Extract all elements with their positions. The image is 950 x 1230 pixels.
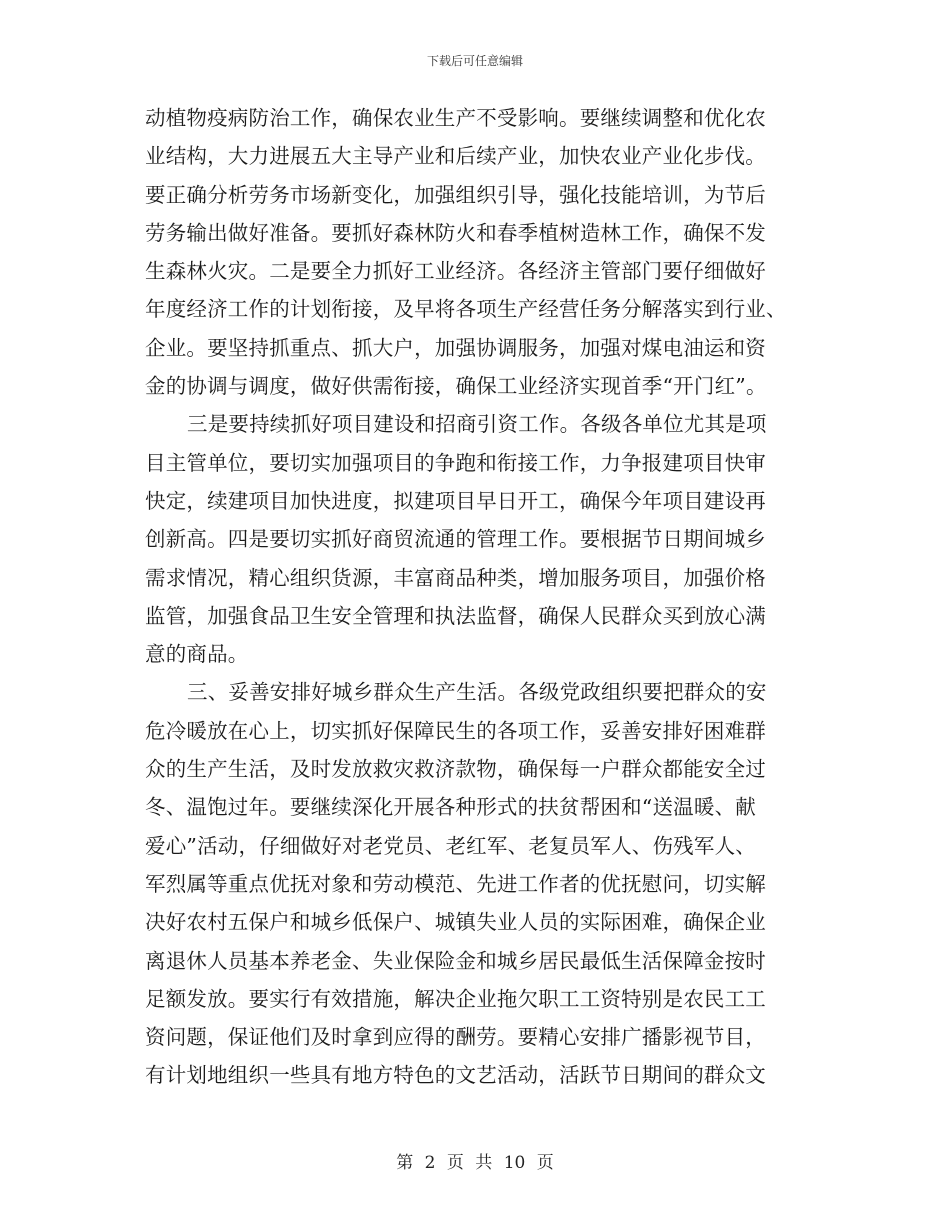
text-line: 众的生产生活，及时发放救灾救济款物，确保每一户群众都能安全过 <box>145 757 766 782</box>
page-number-footer: 第 2 页 共 10 页 <box>396 1153 554 1173</box>
text-line: 有计划地组织一些具有地方特色的文艺活动，活跃节日期间的群众文 <box>145 1063 766 1088</box>
text-line: 军烈属等重点优抚对象和劳动模范、先进工作者的优抚慰问，切实解 <box>145 871 766 896</box>
text-line: 足额发放。要实行有效措施，解决企业拖欠职工工资特别是农民工工 <box>145 986 766 1011</box>
text-line: 离退休人员基本养老金、失业保险金和城乡居民最低生活保障金按时 <box>145 948 766 973</box>
text-line: 监管，加强食品卫生安全管理和执法监督，确保人民群众买到放心满 <box>145 603 766 628</box>
text-line: 业结构，大力进展五大主导产业和后续产业，加快农业产业化步伐。 <box>145 144 766 169</box>
text-line: 危冷暖放在心上，切实抓好保障民生的各项工作，妥善安排好困难群 <box>145 718 766 743</box>
text-line: 快定，续建项目加快进度，拟建项目早日开工，确保今年项目建设再 <box>145 488 766 513</box>
text-line: 爱心”活动，仔细做好对老党员、老红军、老复员军人、伤残军人、 <box>145 833 756 858</box>
text-line: 资问题，保证他们及时拿到应得的酬劳。要精心安排广播影视节目， <box>145 1025 766 1050</box>
text-line: 企业。要坚持抓重点、抓大户，加强协调服务，加强对煤电油运和资 <box>145 335 766 360</box>
text-line: 意的商品。 <box>145 642 249 667</box>
text-line: 动植物疫病防治工作，确保农业生产不受影响。要继续调整和优化农 <box>145 106 766 130</box>
document-body <box>145 99 800 1095</box>
text-line: 金的协调与调度，做好供需衔接，确保工业经济实现首季“开门红”。 <box>145 374 767 399</box>
text-line: 需求情况，精心组织货源，丰富商品种类，增加服务项目，加强价格 <box>145 565 766 590</box>
text-line: 目主管单位，要切实加强项目的争跑和衔接工作，力争报建项目快审 <box>145 450 766 475</box>
text-line: 决好农村五保户和城乡低保户、城镇失业人员的实际困难，确保企业 <box>145 910 766 935</box>
paragraph-start-line: 三是要持续抓好项目建设和招商引资工作。各级各单位尤其是项 <box>187 412 767 437</box>
text-line: 要正确分析劳务市场新变化，加强组织引导，强化技能培训，为节后 <box>145 182 766 207</box>
page-header: 下载后可任意编辑 <box>426 54 523 68</box>
section-heading-line: 三、妥善安排好城乡群众生产生活。各级党政组织要把群众的安 <box>187 680 767 705</box>
text-line: 年度经济工作的计划衔接，及早将各项生产经营任务分解落实到行业、 <box>145 297 787 322</box>
text-line: 劳务输出做好准备。要抓好森林防火和春季植树造林工作，确保不发 <box>145 220 766 245</box>
text-line: 创新高。四是要切实抓好商贸流通的管理工作。要根据节日期间城乡 <box>145 527 766 552</box>
text-line: 生森林火灾。二是要全力抓好工业经济。各经济主管部门要仔细做好 <box>145 259 766 284</box>
text-line: 冬、温饱过年。要继续深化开展各种形式的扶贫帮困和“送温暖、献 <box>145 795 756 820</box>
